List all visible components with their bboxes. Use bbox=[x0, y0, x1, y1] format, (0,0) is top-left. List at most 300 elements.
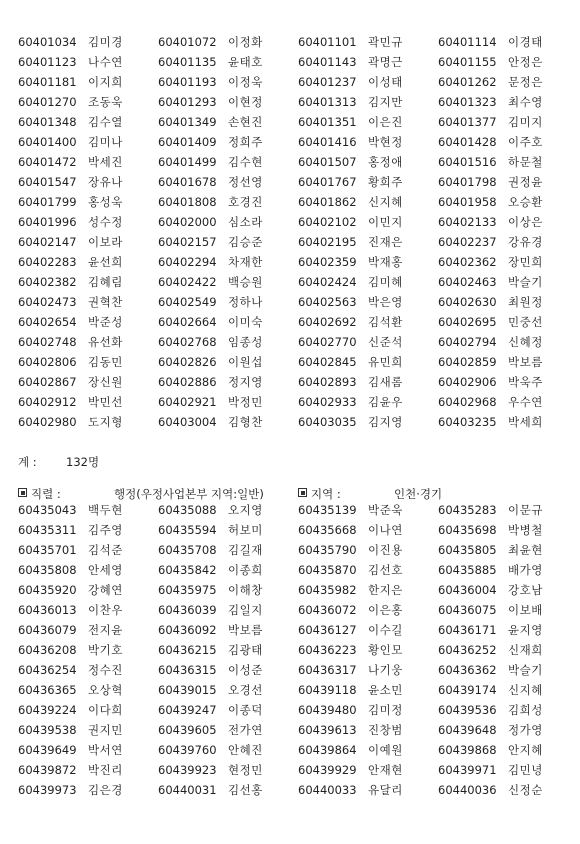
exam-number: 60436315 bbox=[158, 663, 217, 677]
exam-number: 60401123 bbox=[18, 55, 77, 69]
candidate-name: 신재희 bbox=[508, 643, 543, 657]
candidate-name: 정수진 bbox=[88, 663, 123, 677]
exam-number: 60402654 bbox=[18, 315, 77, 329]
exam-number: 60435088 bbox=[158, 503, 217, 517]
list-item bbox=[438, 600, 578, 620]
list-item bbox=[18, 412, 158, 432]
candidate-name: 강유경 bbox=[508, 235, 543, 249]
exam-number: 60440033 bbox=[298, 783, 357, 797]
candidate-name: 최원정 bbox=[508, 295, 543, 309]
list-item bbox=[298, 212, 438, 232]
exam-number: 60435870 bbox=[298, 563, 357, 577]
candidate-name: 백승원 bbox=[228, 275, 263, 289]
table-row bbox=[18, 52, 566, 72]
list-item bbox=[158, 372, 298, 392]
candidate-name: 문정은 bbox=[508, 75, 543, 89]
exam-number: 60435808 bbox=[18, 563, 77, 577]
candidate-name: 오지영 bbox=[228, 503, 263, 517]
list-item bbox=[438, 112, 578, 132]
list-item bbox=[438, 500, 578, 520]
list-item bbox=[298, 52, 438, 72]
candidate-name: 박슬기 bbox=[508, 275, 543, 289]
exam-number: 60401409 bbox=[158, 135, 217, 149]
exam-number: 60402886 bbox=[158, 375, 217, 389]
list-item bbox=[438, 332, 578, 352]
table-row bbox=[18, 372, 566, 392]
candidate-name: 성수정 bbox=[88, 215, 123, 229]
candidate-name: 김지만 bbox=[368, 95, 403, 109]
list-item bbox=[18, 72, 158, 92]
list-item bbox=[18, 600, 158, 620]
list-item bbox=[18, 760, 158, 780]
exam-number: 60439864 bbox=[298, 743, 357, 757]
candidate-name: 박세희 bbox=[508, 415, 543, 429]
candidate-name: 박준성 bbox=[88, 315, 123, 329]
exam-number: 60401996 bbox=[18, 215, 77, 229]
list-item bbox=[438, 372, 578, 392]
exam-number: 60439971 bbox=[438, 763, 497, 777]
list-item bbox=[18, 92, 158, 112]
list-item bbox=[18, 640, 158, 660]
exam-number: 60402102 bbox=[298, 215, 357, 229]
table-row bbox=[18, 92, 566, 112]
candidate-name: 나기웅 bbox=[368, 663, 403, 677]
list-item bbox=[438, 392, 578, 412]
exam-number: 60435842 bbox=[158, 563, 217, 577]
list-item bbox=[158, 620, 298, 640]
candidate-name: 김윤우 bbox=[368, 395, 403, 409]
candidate-name: 윤지영 bbox=[508, 623, 543, 637]
exam-number: 60435708 bbox=[158, 543, 217, 557]
candidate-name: 신준석 bbox=[368, 335, 403, 349]
list-item bbox=[18, 332, 158, 352]
exam-number: 60402147 bbox=[18, 235, 77, 249]
list-item bbox=[438, 540, 578, 560]
list-item bbox=[158, 292, 298, 312]
list-item bbox=[438, 780, 578, 800]
candidate-name: 김미정 bbox=[368, 703, 403, 717]
candidate-name: 안재현 bbox=[368, 763, 403, 777]
candidate-name: 나수연 bbox=[88, 55, 123, 69]
table-row bbox=[18, 172, 566, 192]
list-item bbox=[438, 92, 578, 112]
candidate-name: 김새롬 bbox=[368, 375, 403, 389]
exam-number: 60402768 bbox=[158, 335, 217, 349]
list-item bbox=[298, 700, 438, 720]
candidate-name: 이민지 bbox=[368, 215, 403, 229]
candidate-name: 박진리 bbox=[88, 763, 123, 777]
exam-number: 60436171 bbox=[438, 623, 497, 637]
candidate-name: 이현정 bbox=[228, 95, 263, 109]
exam-number: 60402933 bbox=[298, 395, 357, 409]
candidate-name: 배가영 bbox=[508, 563, 543, 577]
exam-number: 60401547 bbox=[18, 175, 77, 189]
exam-number: 60401262 bbox=[438, 75, 497, 89]
table-row bbox=[18, 72, 566, 92]
candidate-name: 김지영 bbox=[368, 415, 403, 429]
exam-number: 60402424 bbox=[298, 275, 357, 289]
list-item bbox=[158, 600, 298, 620]
table-row bbox=[18, 720, 566, 740]
exam-number: 60401293 bbox=[158, 95, 217, 109]
list-item bbox=[18, 660, 158, 680]
table-row bbox=[18, 540, 566, 560]
exam-number: 60401428 bbox=[438, 135, 497, 149]
total-line bbox=[18, 452, 99, 472]
exam-number: 60402664 bbox=[158, 315, 217, 329]
candidate-name: 이나연 bbox=[368, 523, 403, 537]
candidate-name: 김혜림 bbox=[88, 275, 123, 289]
list-item bbox=[18, 540, 158, 560]
list-item bbox=[298, 292, 438, 312]
table-row bbox=[18, 112, 566, 132]
list-item bbox=[298, 152, 438, 172]
candidate-name: 정지영 bbox=[228, 375, 263, 389]
exam-number: 60402692 bbox=[298, 315, 357, 329]
table-row bbox=[18, 580, 566, 600]
exam-number: 60402463 bbox=[438, 275, 497, 289]
list-item bbox=[158, 252, 298, 272]
exam-number: 60402921 bbox=[158, 395, 217, 409]
candidate-name: 백두현 bbox=[88, 503, 123, 517]
candidate-name: 정가영 bbox=[508, 723, 543, 737]
list-item bbox=[158, 540, 298, 560]
list-item bbox=[438, 720, 578, 740]
table-row bbox=[18, 760, 566, 780]
list-item bbox=[18, 232, 158, 252]
list-item bbox=[158, 52, 298, 72]
list-item bbox=[298, 32, 438, 52]
table-row bbox=[18, 640, 566, 660]
exam-number: 60401799 bbox=[18, 195, 77, 209]
candidate-name: 신지혜 bbox=[508, 683, 543, 697]
table-row bbox=[18, 392, 566, 412]
candidate-name: 전가연 bbox=[228, 723, 263, 737]
table-row bbox=[18, 232, 566, 252]
list-item bbox=[438, 232, 578, 252]
candidate-name: 김승준 bbox=[228, 235, 263, 249]
exam-number: 60401507 bbox=[298, 155, 357, 169]
candidate-name: 이경태 bbox=[508, 35, 543, 49]
exam-number: 60402906 bbox=[438, 375, 497, 389]
candidate-name: 김광태 bbox=[228, 643, 263, 657]
exam-number: 60436252 bbox=[438, 643, 497, 657]
list-item bbox=[438, 352, 578, 372]
list-item bbox=[18, 780, 158, 800]
list-item bbox=[158, 232, 298, 252]
list-item bbox=[298, 500, 438, 520]
candidate-name: 허보미 bbox=[228, 523, 263, 537]
candidate-name: 이찬우 bbox=[88, 603, 123, 617]
candidate-name: 황희주 bbox=[368, 175, 403, 189]
candidate-name: 김수열 bbox=[88, 115, 123, 129]
list-item bbox=[298, 132, 438, 152]
candidate-name: 이보배 bbox=[508, 603, 543, 617]
exam-number: 60439872 bbox=[18, 763, 77, 777]
candidate-name: 이지희 bbox=[88, 75, 123, 89]
list-item bbox=[298, 252, 438, 272]
list-item bbox=[438, 52, 578, 72]
total-value: 132명 bbox=[66, 455, 100, 469]
list-item bbox=[158, 92, 298, 112]
job-label: 직렬 : bbox=[31, 487, 61, 501]
section-2-roster bbox=[18, 500, 566, 800]
list-item bbox=[18, 740, 158, 760]
exam-number: 60401101 bbox=[298, 35, 357, 49]
candidate-name: 신정순 bbox=[508, 783, 543, 797]
exam-number: 60436362 bbox=[438, 663, 497, 677]
candidate-name: 박민선 bbox=[88, 395, 123, 409]
list-item bbox=[158, 660, 298, 680]
candidate-name: 오상혁 bbox=[88, 683, 123, 697]
exam-number: 60439480 bbox=[298, 703, 357, 717]
exam-number: 60402867 bbox=[18, 375, 77, 389]
candidate-name: 호경진 bbox=[228, 195, 263, 209]
list-item bbox=[158, 132, 298, 152]
candidate-name: 김일지 bbox=[228, 603, 263, 617]
candidate-name: 장신원 bbox=[88, 375, 123, 389]
list-item bbox=[298, 272, 438, 292]
exam-number: 60402283 bbox=[18, 255, 77, 269]
exam-number: 60401072 bbox=[158, 35, 217, 49]
list-item bbox=[158, 172, 298, 192]
exam-number: 60402563 bbox=[298, 295, 357, 309]
exam-number: 60401472 bbox=[18, 155, 77, 169]
candidate-name: 박기호 bbox=[88, 643, 123, 657]
list-item bbox=[438, 740, 578, 760]
region-value: 인천·경기 bbox=[394, 487, 443, 501]
exam-number: 60401237 bbox=[298, 75, 357, 89]
candidate-name: 박정민 bbox=[228, 395, 263, 409]
exam-number: 60401808 bbox=[158, 195, 217, 209]
exam-number: 60440031 bbox=[158, 783, 217, 797]
table-row bbox=[18, 252, 566, 272]
list-item bbox=[18, 560, 158, 580]
list-item bbox=[158, 720, 298, 740]
candidate-name: 안혜진 bbox=[228, 743, 263, 757]
exam-number: 60436072 bbox=[298, 603, 357, 617]
list-item bbox=[438, 560, 578, 580]
table-row bbox=[18, 312, 566, 332]
table-row bbox=[18, 352, 566, 372]
exam-number: 60403035 bbox=[298, 415, 357, 429]
candidate-name: 이수길 bbox=[368, 623, 403, 637]
exam-number: 60402294 bbox=[158, 255, 217, 269]
list-item bbox=[298, 172, 438, 192]
candidate-name: 오승환 bbox=[508, 195, 543, 209]
table-row bbox=[18, 212, 566, 232]
exam-number: 60401516 bbox=[438, 155, 497, 169]
list-item bbox=[18, 212, 158, 232]
list-item bbox=[438, 680, 578, 700]
exam-number: 60435701 bbox=[18, 543, 77, 557]
candidate-name: 박현정 bbox=[368, 135, 403, 149]
list-item bbox=[298, 372, 438, 392]
candidate-name: 이원섭 bbox=[228, 355, 263, 369]
candidate-name: 이정욱 bbox=[228, 75, 263, 89]
list-item bbox=[158, 312, 298, 332]
list-item bbox=[438, 520, 578, 540]
exam-number: 60439536 bbox=[438, 703, 497, 717]
table-row bbox=[18, 292, 566, 312]
exam-number: 60402359 bbox=[298, 255, 357, 269]
list-item bbox=[298, 520, 438, 540]
list-item bbox=[158, 332, 298, 352]
section-1-roster bbox=[18, 32, 566, 432]
candidate-name: 전지윤 bbox=[88, 623, 123, 637]
candidate-name: 장민희 bbox=[508, 255, 543, 269]
candidate-name: 김석환 bbox=[368, 315, 403, 329]
exam-number: 60435283 bbox=[438, 503, 497, 517]
table-row bbox=[18, 152, 566, 172]
list-item bbox=[438, 292, 578, 312]
table-row bbox=[18, 32, 566, 52]
candidate-name: 우수연 bbox=[508, 395, 543, 409]
candidate-name: 이주호 bbox=[508, 135, 543, 149]
exam-number: 60402980 bbox=[18, 415, 77, 429]
region-label: 지역 : bbox=[311, 487, 341, 501]
candidate-name: 신지혜 bbox=[368, 195, 403, 209]
exam-number: 60401349 bbox=[158, 115, 217, 129]
list-item bbox=[298, 660, 438, 680]
candidate-name: 유민희 bbox=[368, 355, 403, 369]
exam-number: 60402382 bbox=[18, 275, 77, 289]
candidate-name: 윤소민 bbox=[368, 683, 403, 697]
candidate-name: 현정민 bbox=[228, 763, 263, 777]
exam-number: 60436223 bbox=[298, 643, 357, 657]
exam-number: 60435139 bbox=[298, 503, 357, 517]
list-item bbox=[18, 372, 158, 392]
candidate-name: 김미나 bbox=[88, 135, 123, 149]
candidate-name: 박서연 bbox=[88, 743, 123, 757]
candidate-name: 김주영 bbox=[88, 523, 123, 537]
table-row bbox=[18, 272, 566, 292]
exam-number: 60403235 bbox=[438, 415, 497, 429]
exam-number: 60436092 bbox=[158, 623, 217, 637]
list-item bbox=[298, 740, 438, 760]
candidate-name: 박재홍 bbox=[368, 255, 403, 269]
list-item bbox=[158, 740, 298, 760]
exam-number: 60435805 bbox=[438, 543, 497, 557]
candidate-name: 진재은 bbox=[368, 235, 403, 249]
table-row bbox=[18, 412, 566, 432]
exam-number: 60401143 bbox=[298, 55, 357, 69]
list-item bbox=[298, 640, 438, 660]
exam-number: 60401958 bbox=[438, 195, 497, 209]
list-item bbox=[298, 92, 438, 112]
list-item bbox=[18, 520, 158, 540]
list-item bbox=[438, 412, 578, 432]
exam-number: 60402549 bbox=[158, 295, 217, 309]
list-item bbox=[18, 720, 158, 740]
candidate-name: 이진용 bbox=[368, 543, 403, 557]
exam-number: 60402845 bbox=[298, 355, 357, 369]
list-item bbox=[438, 580, 578, 600]
candidate-name: 김희성 bbox=[508, 703, 543, 717]
list-item bbox=[298, 192, 438, 212]
candidate-name: 손현진 bbox=[228, 115, 263, 129]
candidate-name: 조동욱 bbox=[88, 95, 123, 109]
exam-number: 60439923 bbox=[158, 763, 217, 777]
exam-number: 60435790 bbox=[298, 543, 357, 557]
list-item bbox=[18, 392, 158, 412]
candidate-name: 김민녕 bbox=[508, 763, 543, 777]
table-row bbox=[18, 520, 566, 540]
exam-number: 60436079 bbox=[18, 623, 77, 637]
exam-number: 60402695 bbox=[438, 315, 497, 329]
exam-number: 60402794 bbox=[438, 335, 497, 349]
list-item bbox=[298, 560, 438, 580]
list-item bbox=[298, 760, 438, 780]
exam-number: 60436365 bbox=[18, 683, 77, 697]
list-item bbox=[18, 112, 158, 132]
exam-number: 60439649 bbox=[18, 743, 77, 757]
candidate-name: 이종덕 bbox=[228, 703, 263, 717]
list-item bbox=[298, 680, 438, 700]
candidate-name: 윤태호 bbox=[228, 55, 263, 69]
list-item bbox=[18, 580, 158, 600]
list-item bbox=[298, 720, 438, 740]
exam-number: 60401193 bbox=[158, 75, 217, 89]
exam-number: 60436075 bbox=[438, 603, 497, 617]
candidate-name: 곽민규 bbox=[368, 35, 403, 49]
table-row bbox=[18, 660, 566, 680]
candidate-name: 김선홍 bbox=[228, 783, 263, 797]
list-item bbox=[298, 352, 438, 372]
exam-number: 60435920 bbox=[18, 583, 77, 597]
exam-number: 60402362 bbox=[438, 255, 497, 269]
list-item bbox=[438, 272, 578, 292]
list-item bbox=[298, 540, 438, 560]
exam-number: 60436127 bbox=[298, 623, 357, 637]
table-row bbox=[18, 620, 566, 640]
candidate-name: 유달리 bbox=[368, 783, 403, 797]
list-item bbox=[438, 132, 578, 152]
exam-number: 60402859 bbox=[438, 355, 497, 369]
list-item bbox=[438, 32, 578, 52]
list-item bbox=[438, 192, 578, 212]
candidate-name: 장유나 bbox=[88, 175, 123, 189]
list-item bbox=[298, 112, 438, 132]
exam-number: 60402195 bbox=[298, 235, 357, 249]
table-row bbox=[18, 192, 566, 212]
candidate-name: 김길재 bbox=[228, 543, 263, 557]
list-item bbox=[438, 620, 578, 640]
list-item bbox=[18, 32, 158, 52]
table-row bbox=[18, 680, 566, 700]
list-item bbox=[438, 172, 578, 192]
exam-number: 60402893 bbox=[298, 375, 357, 389]
exam-number: 60436254 bbox=[18, 663, 77, 677]
exam-number: 60436039 bbox=[158, 603, 217, 617]
candidate-name: 김선호 bbox=[368, 563, 403, 577]
list-item bbox=[438, 760, 578, 780]
exam-number: 60439015 bbox=[158, 683, 217, 697]
list-item bbox=[18, 152, 158, 172]
exam-number: 60402806 bbox=[18, 355, 77, 369]
exam-number: 60439760 bbox=[158, 743, 217, 757]
list-item bbox=[158, 780, 298, 800]
list-item bbox=[438, 152, 578, 172]
table-row bbox=[18, 600, 566, 620]
exam-number: 60401416 bbox=[298, 135, 357, 149]
exam-number: 60402473 bbox=[18, 295, 77, 309]
exam-number: 60403004 bbox=[158, 415, 217, 429]
exam-number: 60439929 bbox=[298, 763, 357, 777]
candidate-name: 이미숙 bbox=[228, 315, 263, 329]
exam-number: 60435885 bbox=[438, 563, 497, 577]
exam-number: 60401114 bbox=[438, 35, 497, 49]
